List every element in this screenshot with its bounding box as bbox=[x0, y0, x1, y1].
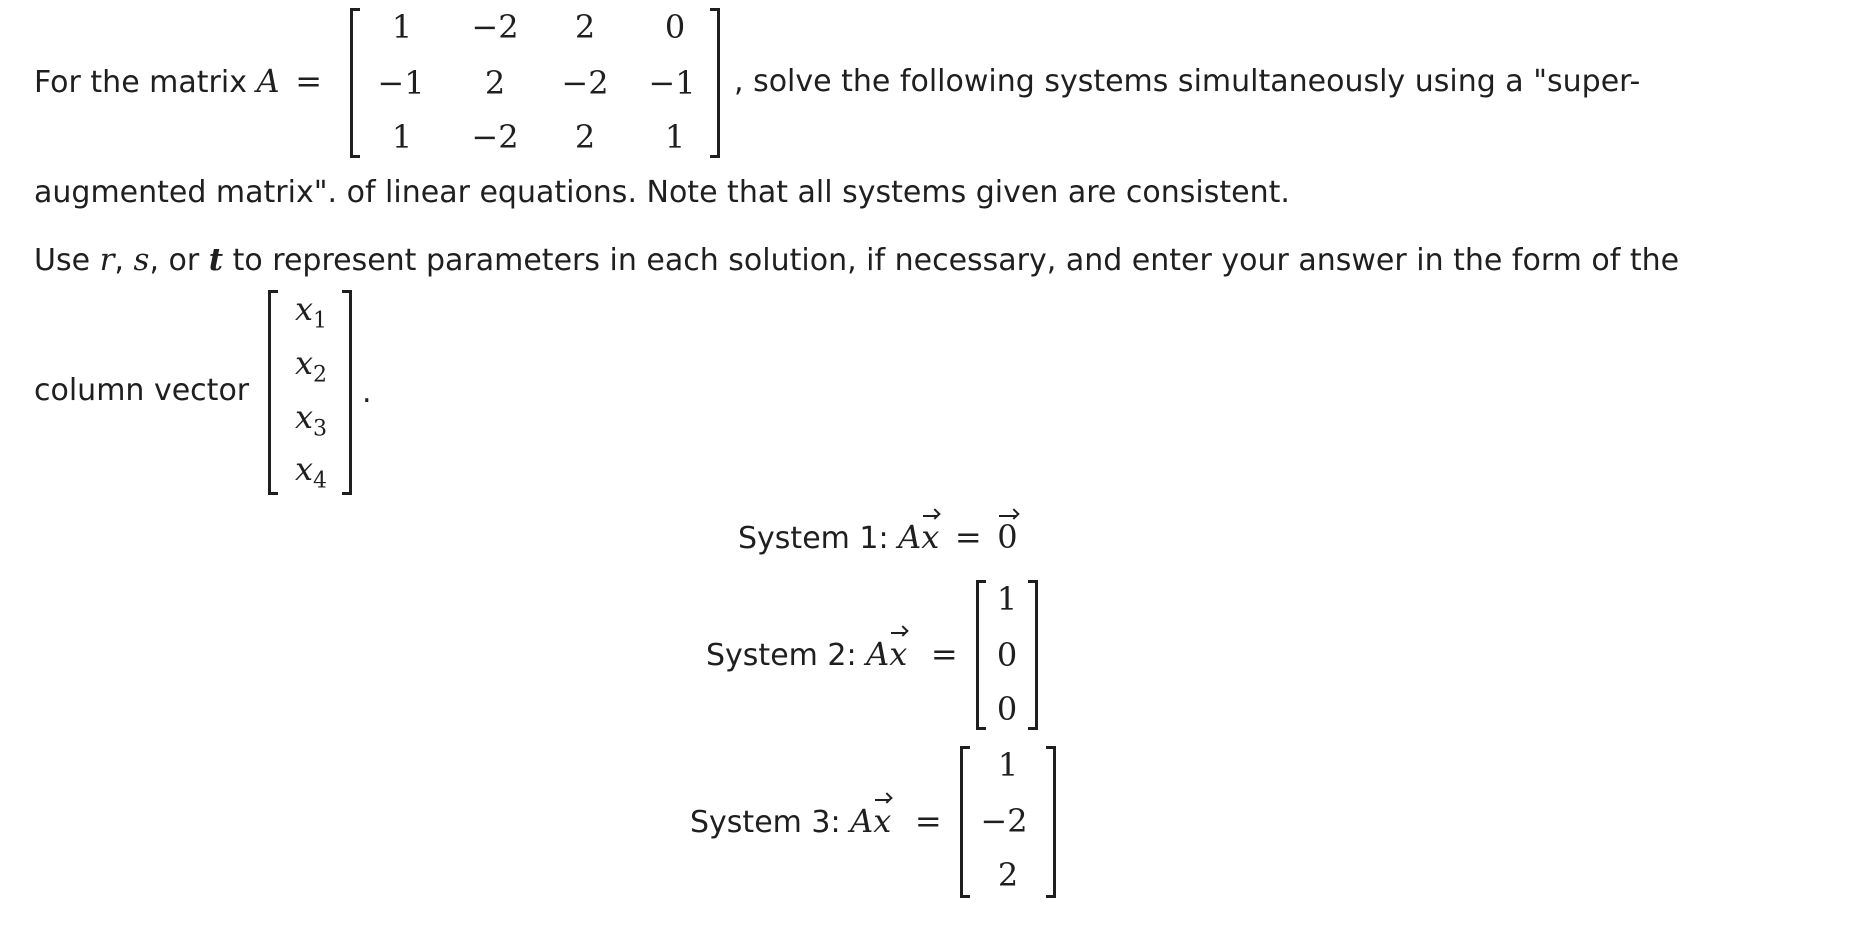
matrix-cell: 2 bbox=[574, 8, 596, 46]
subscript: 1 bbox=[313, 308, 328, 334]
matrix-cell: −1 bbox=[648, 64, 696, 102]
rhs-entry: −2 bbox=[980, 802, 1028, 840]
vector-entry-x1 bbox=[276, 290, 346, 333]
parameters-rest: to represent parameters in each solution, if necessary, and enter your answer in the form of the bbox=[232, 243, 1680, 278]
system-3 bbox=[690, 802, 942, 840]
intro-continuation: augmented matrix". of linear equations. Note that all systems given are consistent. bbox=[34, 175, 1290, 210]
subscript: 2 bbox=[313, 362, 328, 388]
intro-prefix: For the matrix bbox=[34, 65, 247, 100]
matrix-cell: 1 bbox=[391, 118, 413, 156]
parameters-line bbox=[34, 242, 1679, 278]
matrix-cell: 2 bbox=[574, 118, 596, 156]
system-2-A: A bbox=[866, 635, 890, 673]
param-s: s bbox=[133, 242, 150, 278]
system-3-equals: = bbox=[914, 802, 942, 840]
system-1-label: System 1: bbox=[738, 521, 889, 556]
column-vector-label: column vector bbox=[34, 373, 250, 408]
vector-entry-x2 bbox=[276, 344, 346, 387]
matrix-cell: 0 bbox=[664, 8, 686, 46]
x-symbol: x bbox=[294, 450, 314, 488]
system-1 bbox=[738, 518, 1018, 556]
rhs-entry: 0 bbox=[996, 636, 1018, 674]
column-vector-period: . bbox=[362, 375, 372, 410]
matrix-cell: 1 bbox=[664, 118, 686, 156]
x-symbol: x bbox=[294, 398, 314, 436]
intro-suffix: , solve the following systems simultaneously using a "super- bbox=[734, 64, 1641, 99]
parameters-use: Use bbox=[34, 243, 91, 278]
system-1-x-vector: x bbox=[921, 518, 940, 556]
matrix-cell: 2 bbox=[484, 64, 506, 102]
intro-prefix-line bbox=[34, 62, 322, 100]
subscript: 3 bbox=[313, 416, 328, 442]
matrix-cell: 1 bbox=[391, 8, 413, 46]
matrix-cell: −1 bbox=[377, 64, 425, 102]
matrix-cell: −2 bbox=[561, 64, 609, 102]
matrix-left-bracket bbox=[350, 8, 360, 158]
system-1-equals: = bbox=[954, 518, 982, 556]
system-1-A: A bbox=[898, 518, 922, 556]
system-3-x-vector: x bbox=[873, 802, 892, 840]
rhs-entry: 0 bbox=[996, 690, 1018, 728]
param-t: t bbox=[208, 242, 224, 278]
param-or: , or bbox=[149, 243, 200, 278]
matrix-cell: −2 bbox=[471, 118, 519, 156]
system-3-A: A bbox=[850, 802, 874, 840]
x-symbol: x bbox=[294, 344, 314, 382]
x-symbol: x bbox=[294, 290, 314, 328]
rhs-entry: 1 bbox=[997, 746, 1019, 784]
subscript: 4 bbox=[313, 468, 328, 494]
system-2 bbox=[706, 635, 958, 673]
matrix-cell: −2 bbox=[471, 8, 519, 46]
system-3-label: System 3: bbox=[690, 805, 841, 840]
equals-sign: = bbox=[295, 62, 322, 100]
matrix-symbol: A bbox=[256, 62, 280, 100]
matrix-a bbox=[350, 8, 720, 158]
system-2-equals: = bbox=[930, 635, 958, 673]
system-1-zero-vector: 0 bbox=[997, 518, 1018, 556]
rhs-entry: 1 bbox=[996, 580, 1018, 618]
system-2-x-vector: x bbox=[889, 635, 908, 673]
vector-entry-x3 bbox=[276, 398, 346, 441]
system-3-rhs-vector bbox=[960, 746, 1056, 898]
param-comma: , bbox=[114, 243, 124, 278]
vector-entry-x4 bbox=[276, 450, 346, 493]
param-r: r bbox=[99, 242, 115, 278]
rhs-entry: 2 bbox=[997, 856, 1019, 894]
column-vector-x bbox=[268, 290, 352, 495]
system-2-label: System 2: bbox=[706, 638, 857, 673]
system-2-rhs-vector bbox=[976, 580, 1038, 730]
